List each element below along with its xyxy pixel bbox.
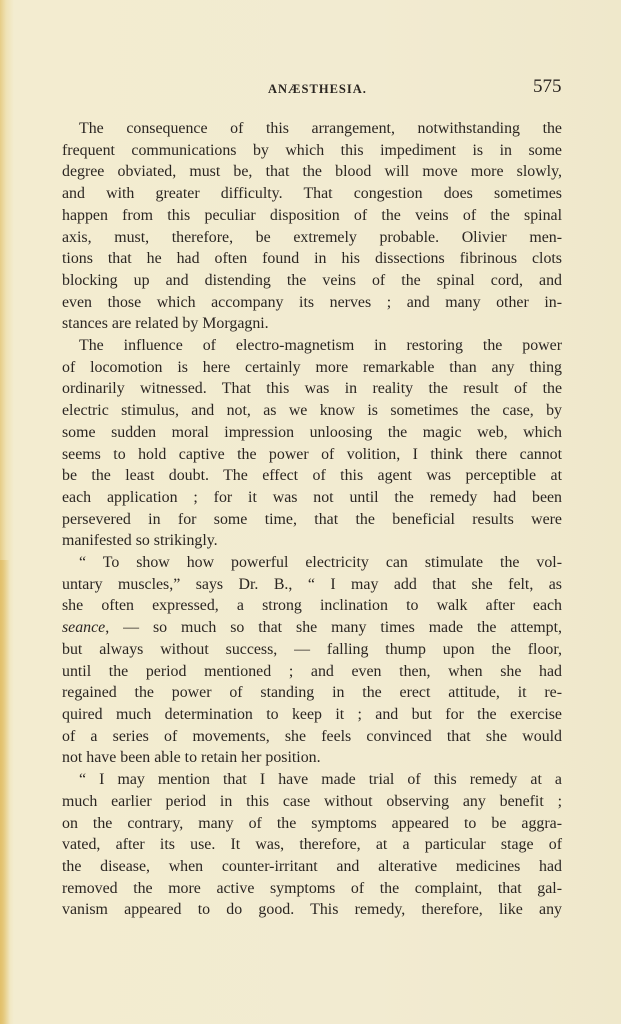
text-line: axis, must, therefore, be extremely probable. Olivier men- xyxy=(62,228,562,246)
text-line: and with greater difficulty. That congestion does sometimes xyxy=(62,185,562,203)
text-line: much earlier period in this case without observing any benefit ; xyxy=(62,792,562,810)
text-line: of a series of movements, she feels convinced that she would xyxy=(62,727,562,745)
text-line: vated, after its use. It was, therefore, at a particular stage of xyxy=(62,836,562,854)
text-line: “ I may mention that I have made trial of this remedy at a xyxy=(79,771,562,789)
text-line: removed the more active symptoms of the complaint, that gal- xyxy=(62,879,562,897)
text-line: quired much determination to keep it ; and but for the exercise xyxy=(62,705,562,723)
page-spine-shadow xyxy=(0,560,10,1024)
text-line: stances are related by Morgagni. xyxy=(62,315,269,333)
body-text xyxy=(62,118,562,921)
text-line: but always without success, — falling thump upon the floor, xyxy=(62,640,562,658)
page-number: 575 xyxy=(533,76,562,97)
text-line: manifested so strikingly. xyxy=(62,532,218,550)
text-line: on the contrary, many of the symptoms appeared to be aggra- xyxy=(62,814,562,832)
text-line: blocking up and distending the veins of the spinal cord, and xyxy=(62,271,562,289)
text-line: tions that he had often found in his dissections fibrinous clots xyxy=(62,250,562,268)
text-line: even those which accompany its nerves ; and many other in- xyxy=(62,293,562,311)
text-line: frequent communications by which this impediment is in some xyxy=(62,141,562,159)
running-header xyxy=(0,76,621,100)
text-line: the disease, when counter-irritant and alterative medicines had xyxy=(62,857,562,875)
text-line: “ To show how powerful electricity can stimulate the vol- xyxy=(79,554,562,572)
text-line: untary muscles,” says Dr. B., “ I may add that she felt, as xyxy=(62,575,562,593)
text-line: each application ; for it was not until the remedy had been xyxy=(62,488,562,506)
text-line: ordinarily witnessed. That this was in reality the result of the xyxy=(62,380,562,398)
text-line: regained the power of standing in the erect attitude, it re- xyxy=(62,684,562,702)
text-line: The consequence of this arrangement, notwithstanding the xyxy=(79,120,562,137)
text-line: seems to hold captive the power of volition, I think there cannot xyxy=(62,445,562,463)
text-line: vanism appeared to do good. This remedy, therefore, like any xyxy=(62,901,562,919)
text-line: electric stimulus, and not, as we know is sometimes the case, by xyxy=(62,402,562,420)
header-title: ANÆSTHESIA. xyxy=(268,82,367,96)
text-line: The influence of electro-magnetism in restoring the power xyxy=(79,337,562,355)
text-line: degree obviated, must be, that the blood will move more slowly, xyxy=(62,163,562,181)
text-line: until the period mentioned ; and even then, when she had xyxy=(62,662,562,680)
text-line: happen from this peculiar disposition of the veins of the spinal xyxy=(62,206,562,224)
text-line: persevered in for some time, that the beneficial results were xyxy=(62,510,562,528)
text-line: be the least doubt. The effect of this agent was perceptible at xyxy=(62,467,562,485)
text-line: not have been able to retain her position. xyxy=(62,749,321,767)
text-line: she often expressed, a strong inclination to walk after each xyxy=(62,597,562,615)
text-line: seance, — so much so that she many times made the attempt, xyxy=(62,619,562,637)
text-line: some sudden moral impression unloosing the magic web, which xyxy=(62,423,562,441)
text-line: of locomotion is here certainly more remarkable than any thing xyxy=(62,358,562,376)
